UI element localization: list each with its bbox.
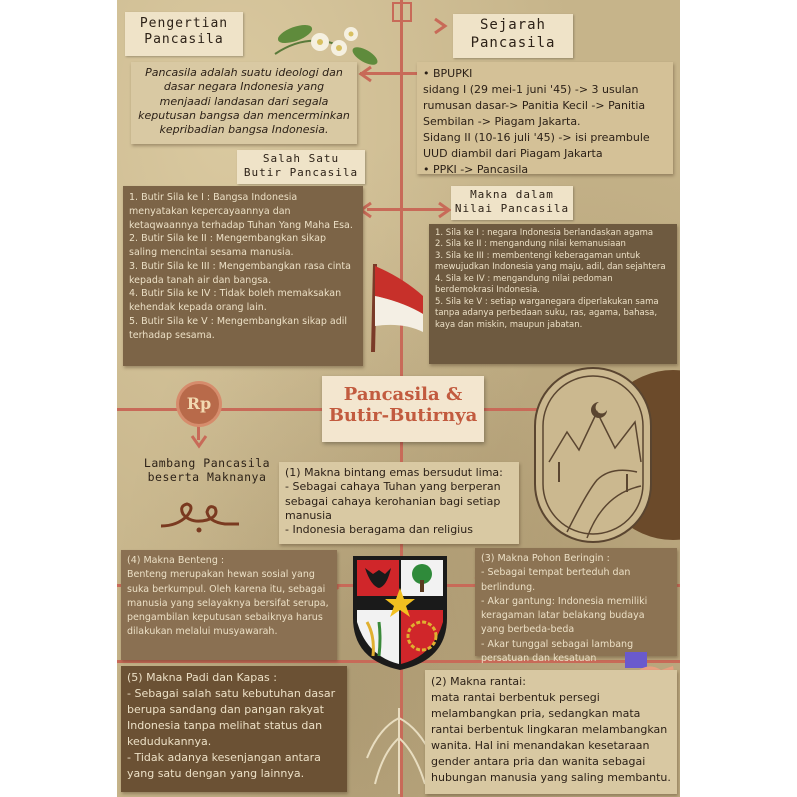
pengertian-title-label — [125, 12, 243, 56]
makna2-note — [425, 670, 677, 794]
center-title-line1: Pancasila & — [343, 384, 463, 405]
makna-nilai-title-label — [451, 186, 573, 220]
makna5-note — [121, 666, 347, 792]
makna-nilai-note — [429, 224, 677, 364]
makna1-note — [279, 462, 519, 544]
makna3-body: (3) Makna Pohon Beringin : - Sebagai tempat berteduh dan berlindung. - Akar gantung: Indonesia memiliki keragaman latar belakang budaya yang berbeda-beda - Akar tunggal sebagai lambang persatuan dan kesatuan — [481, 553, 648, 664]
pengertian-title: Pengertian Pancasila — [139, 16, 229, 48]
connector-box — [392, 2, 412, 22]
infographic-page — [117, 0, 680, 797]
makna3-note — [475, 548, 677, 664]
sejarah-title: Sejarah Pancasila — [470, 17, 556, 51]
pancasila-shield-icon — [349, 552, 451, 674]
pengertian-body: Pancasila adalah suatu ideologi dan dasar negara Indonesia yang menjaadi landasan dari segala keputusan bangsa dan mencerminkan kepribadian bangsa Indonesia. — [138, 66, 350, 137]
lambang-title-wrap — [125, 456, 289, 492]
arrow-down-icon — [189, 430, 209, 450]
center-title-card — [322, 376, 484, 442]
lambang-title: Lambang Pancasila beserta Maknanya — [143, 456, 271, 485]
butir-title-label — [237, 150, 365, 184]
makna1-body: (1) Makna bintang emas bersudut lima: - Sebagai cahaya Tuhan yang berperan sebagai cahaya kerohanian bagi setiap manusia - Indonesia beragama dan religius — [285, 466, 503, 537]
flag-icon — [363, 256, 433, 356]
arrow-right-icon — [433, 200, 453, 220]
center-title-line2: Butir-Butirnya — [328, 405, 478, 426]
makna-nilai-title: Makna dalam Nilai Pancasila — [454, 188, 570, 215]
swirl-ornament-icon — [157, 500, 243, 534]
landscape-medallion-icon — [527, 362, 659, 548]
makna4-note — [121, 550, 337, 660]
rp-logo-text: Rp — [186, 394, 212, 413]
arrow-right-icon — [429, 16, 449, 36]
sejarah-note — [417, 62, 673, 174]
makna5-body: (5) Makna Padi dan Kapas : - Sebagai salah satu kebutuhan dasar berupa sandang dan pangan rakyat Indonesia tanpa melihat status dan kedudukannya. - Tidak adanya kesenjangan antara yang satu dengan yang lainnya. — [127, 671, 336, 780]
makna2-body: (2) Makna rantai: mata rantai berbentuk persegi melambangkan pria, sedangkan mata rantai berbentuk lingkaran melambangkan wanita. Hal ini menandakan kesetaraan gender antara pria dan wanita sebagai hubungan manusia yang saling membantu. — [431, 675, 671, 784]
sejarah-title-label — [453, 14, 573, 58]
butir-body: 1. Butir Sila ke I : Bangsa Indonesia menyatakan kepercayaannya dan ketaqwaannya terhadap Tuhan Yang Maha Esa. 2. Butir Sila ke II : Mengembangkan sikap saling mencintai sesama manusia. 3. Butir Sila ke III : Mengembangkan rasa cinta kepada tanah air dan bangsa. 4. Butir Sila ke IV : Tidak boleh memaksakan kehendak kepada orang lain. 5. Butir Sila ke V : Mengembangkan sikap adil terhadap sesama. — [129, 192, 353, 341]
makna4-body: (4) Makna Benteng : Benteng merupakan hewan sosial yang suka berkumpul. Oleh karena itu, sebagai manusia yang selayaknya bersifat serupa, pengambilan keputusan sebaiknya harus dilakukan melalui musyawarah. — [127, 555, 329, 638]
pengertian-note — [131, 62, 357, 144]
makna-nilai-body: 1. Sila ke I : negara Indonesia berlandaskan agama 2. Sila ke II : mengandung nilai kemanusiaan 3. Sila ke III : membentengi keberagaman untuk mewujudkan Indonesia yang maju, adil, dan sejahtera 4. Sila ke IV : mengandung nilai pedoman berdemokrasi Indonesia. 5. Sila ke V : setiap warganegara diperlakukan sama tanpa adanya perbedaan suku, ras, agama, bahasa, kaya dan miskin, maupun jabatan. — [435, 228, 666, 330]
sejarah-body: • BPUPKI sidang I (29 mei-1 juni '45) -> 3 usulan rumusan dasar-> Panitia Kecil -> Panitia Sembilan -> Piagam Jakarta. Sidang II (10-16 juli '45) -> isi preambule UUD diambil dari Piagam Jakarta • PPKI -> Pancasila — [423, 67, 650, 176]
butir-note — [123, 186, 363, 366]
butir-title: Salah Satu Butir Pancasila — [243, 152, 359, 179]
rp-logo — [179, 384, 219, 424]
